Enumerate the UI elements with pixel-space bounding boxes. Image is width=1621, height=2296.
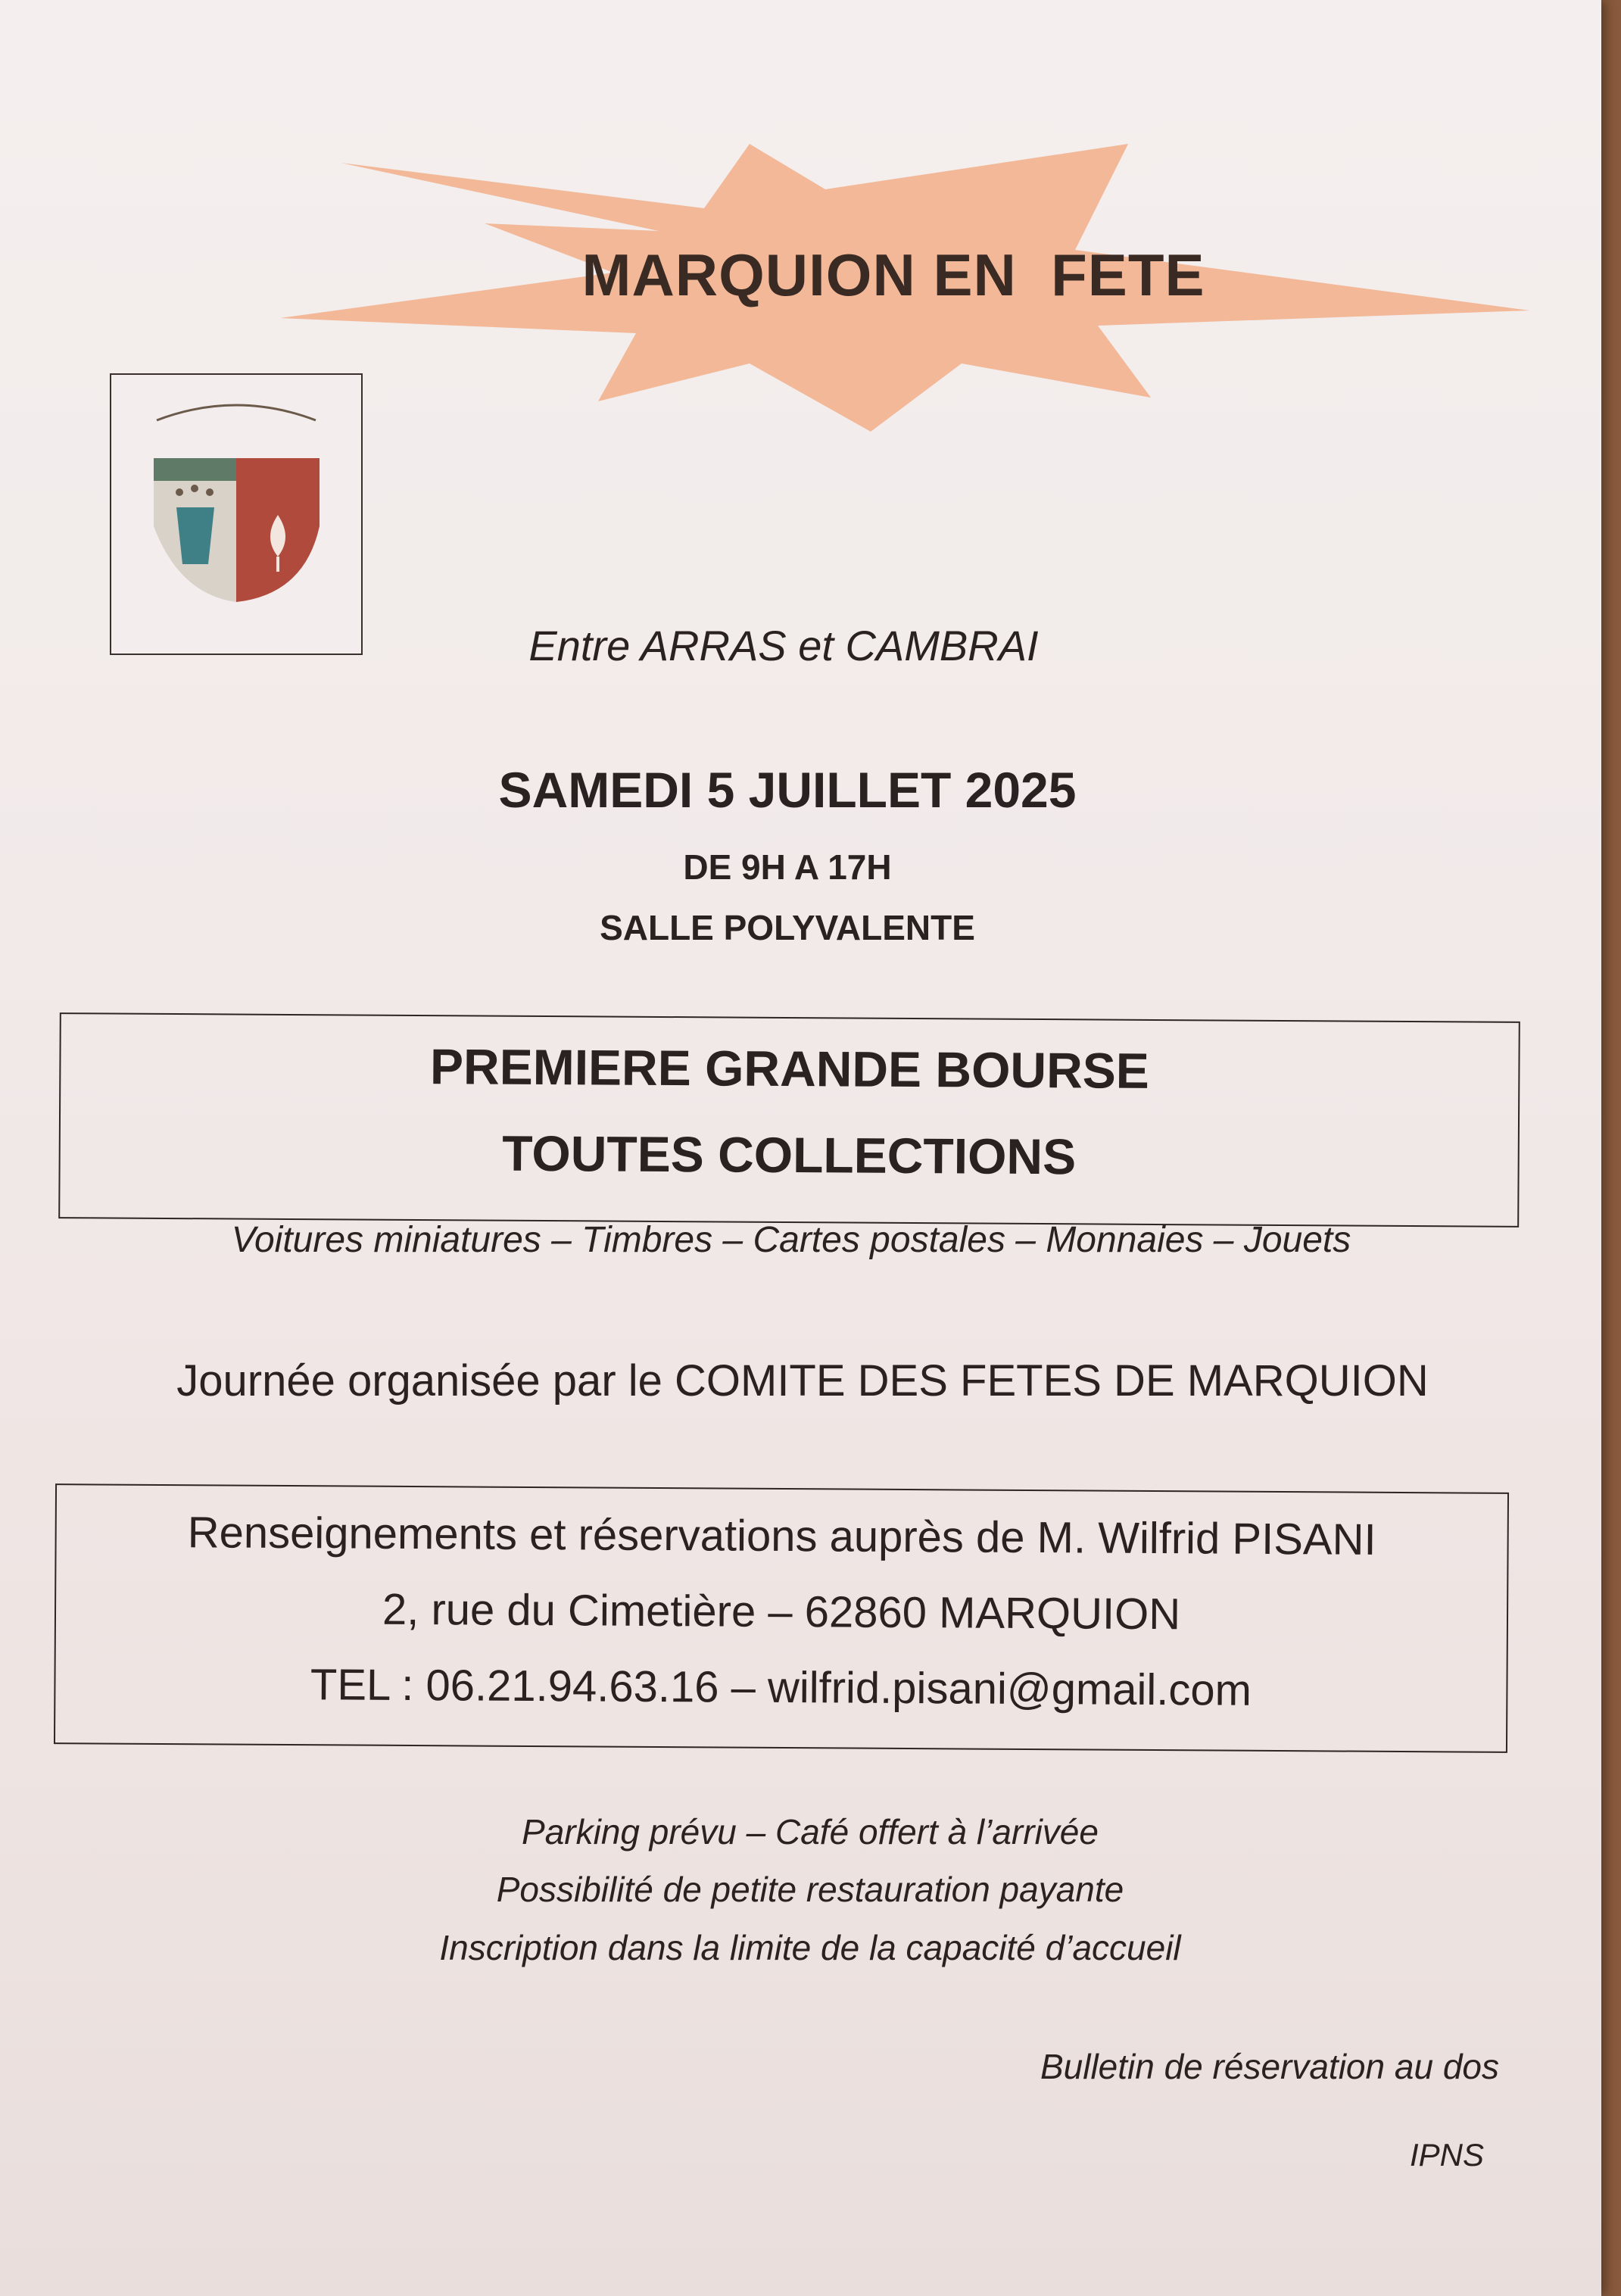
bourse-box	[58, 1012, 1520, 1228]
ipns-mark: IPNS	[1409, 2137, 1484, 2173]
location-note: Entre ARRAS et CAMBRAI	[528, 622, 1039, 669]
contact-phone-email: TEL : 06.21.94.63.16 – wilfrid.pisani@gmail.com	[310, 1660, 1252, 1715]
contact-intro: Renseignements et réservations auprès de M. Wilfrid PISANI	[187, 1508, 1376, 1564]
event-venue: SALLE POLYVALENTE	[600, 908, 975, 947]
contact-address: 2, rue du Cimetière – 62860 MARQUION	[382, 1584, 1181, 1639]
note-food: Possibilité de petite restauration payante	[496, 1870, 1124, 1909]
page-title: MARQUION EN FETE	[581, 242, 1205, 308]
bourse-title-line2: TOUTES COLLECTIONS	[502, 1125, 1077, 1185]
event-hours: DE 9H A 17H	[683, 847, 892, 887]
event-date: SAMEDI 5 JUILLET 2025	[498, 762, 1077, 818]
note-capacity: Inscription dans la limite de la capacité d’accueil	[439, 1928, 1181, 1967]
bourse-title-line1: PREMIERE GRANDE BOURSE	[429, 1038, 1150, 1099]
note-parking: Parking prévu – Café offert à l’arrivée	[522, 1812, 1099, 1851]
bulletin-note: Bulletin de réservation au dos	[1040, 2047, 1499, 2086]
collection-categories: Voitures miniatures – Timbres – Cartes postales – Monnaies – Jouets	[231, 1220, 1351, 1260]
coat-of-arms-logo	[110, 373, 363, 655]
contact-box	[54, 1483, 1509, 1753]
organizer-line: Journée organisée par le COMITE DES FETES DE MARQUION	[176, 1356, 1429, 1405]
